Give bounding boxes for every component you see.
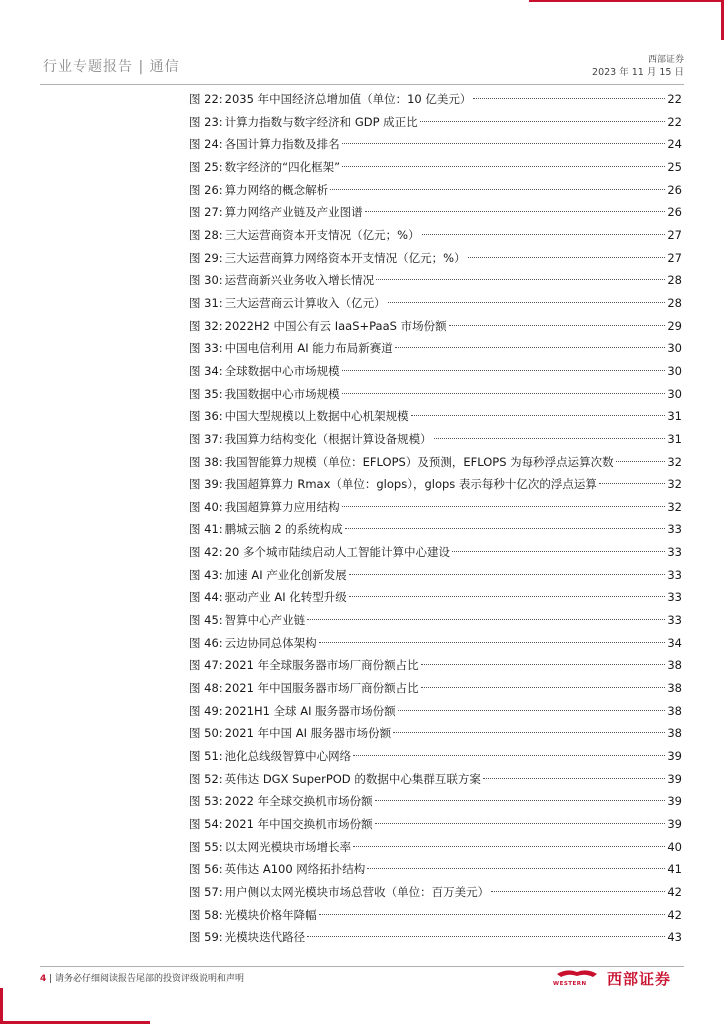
toc-entry[interactable] [189, 201, 682, 224]
toc-entry[interactable] [189, 654, 682, 677]
figure-label: 图 30: [189, 273, 223, 288]
figure-label: 图 49: [189, 703, 223, 718]
toc-entry[interactable] [189, 858, 682, 881]
dot-leader [468, 256, 666, 258]
dot-leader [307, 935, 665, 937]
figure-title: 驱动产业 AI 化转型升级 [224, 590, 347, 605]
figure-page-number: 32 [667, 454, 682, 469]
figure-page-number: 42 [667, 884, 682, 899]
figure-page-number: 30 [667, 386, 682, 401]
toc-entry[interactable] [189, 405, 682, 428]
header-brand: 西部证券 [647, 55, 684, 65]
toc-entry[interactable] [189, 179, 682, 202]
figure-label: 图 46: [189, 635, 223, 650]
figure-label: 图 36: [189, 409, 223, 424]
figure-page-number: 38 [667, 703, 682, 718]
figure-title: 我国数据中心市场规模 [224, 386, 340, 401]
toc-entry[interactable] [189, 360, 682, 383]
figure-title: 光模块迭代路径 [224, 930, 306, 945]
figure-label: 图 33: [189, 341, 223, 356]
toc-entry[interactable] [189, 224, 682, 247]
toc-entry[interactable] [189, 473, 682, 496]
toc-entry[interactable] [189, 518, 682, 541]
figure-label: 图 58: [189, 907, 223, 922]
figure-page-number: 33 [667, 590, 682, 605]
figure-page-number: 33 [667, 545, 682, 560]
figure-title: 数字经济的“四化框架” [224, 159, 341, 174]
western-logo-icon [553, 966, 601, 992]
figure-label: 图 34: [189, 363, 223, 378]
dot-leader [319, 641, 666, 643]
dot-leader [421, 686, 666, 688]
toc-entry[interactable] [189, 269, 682, 292]
figure-label: 图 40: [189, 499, 223, 514]
dot-leader [375, 822, 666, 824]
figure-label: 图 25: [189, 159, 223, 174]
toc-entry[interactable] [189, 247, 682, 270]
toc-entry[interactable] [189, 722, 682, 745]
figure-title: 2035 年中国经济总增加值（单位：10 亿美元） [224, 92, 472, 106]
dot-leader [349, 595, 666, 597]
figure-title: 2022H2 中国公有云 IaaS+PaaS 市场份额 [224, 318, 447, 333]
logo-company-name: 西部证券 [607, 970, 672, 988]
figure-page-number: 28 [667, 295, 682, 310]
dot-leader [422, 233, 666, 235]
figure-label: 图 44: [189, 590, 223, 605]
toc-entry[interactable] [189, 564, 682, 587]
toc-entry[interactable] [189, 383, 682, 406]
figure-label: 图 23: [189, 114, 223, 129]
figure-page-number: 43 [667, 930, 682, 945]
dot-leader [342, 369, 666, 371]
figure-page-number: 33 [667, 567, 682, 582]
figure-label: 图 55: [189, 839, 223, 854]
figure-label: 图 27: [189, 205, 223, 220]
figure-label: 图 59: [189, 930, 223, 945]
header-divider [40, 84, 684, 85]
toc-entry[interactable] [189, 292, 682, 315]
corner-accent-bottom-vertical [0, 988, 3, 1024]
dot-leader [376, 278, 665, 280]
figure-label: 图 35: [189, 386, 223, 401]
dot-leader [491, 890, 665, 892]
figure-title: 加速 AI 产业化创新发展 [224, 567, 347, 582]
toc-entry[interactable] [189, 768, 682, 791]
dot-leader [342, 505, 666, 507]
figure-label: 图 39: [189, 477, 223, 492]
toc-entry[interactable] [189, 451, 682, 474]
dot-leader [483, 777, 666, 779]
figure-page-number: 26 [667, 182, 682, 197]
figure-title: 智算中心产业链 [224, 613, 306, 628]
dot-leader [365, 210, 666, 212]
dot-leader [449, 324, 666, 326]
figure-title: 2021 年中国交换机市场份额 [224, 817, 373, 831]
dot-leader [353, 845, 665, 847]
figure-label: 图 45: [189, 613, 223, 628]
dot-leader [411, 414, 666, 416]
page-number: 4 [40, 974, 47, 984]
figure-label: 图 26: [189, 182, 223, 197]
figure-title: 鹏城云脑 2 的系统构成 [224, 522, 343, 537]
figure-label: 图 38: [189, 454, 223, 469]
figure-label: 图 57: [189, 884, 223, 899]
company-logo [553, 966, 693, 992]
figure-page-number: 39 [667, 817, 682, 831]
figure-title: 我国超算算力 Rmax（单位：glops），glops 表示每秒十亿次的浮点运算 [224, 477, 597, 492]
dot-leader [395, 346, 666, 348]
toc-entry[interactable] [189, 632, 682, 655]
figure-page-number: 34 [667, 635, 682, 650]
figure-title: 全球数据中心市场规模 [224, 363, 340, 378]
figure-label: 图 47: [189, 658, 223, 673]
figure-label: 图 31: [189, 295, 223, 310]
dot-leader [388, 301, 666, 303]
figure-page-number: 39 [667, 749, 682, 764]
figure-page-number: 24 [667, 137, 682, 152]
figure-title: 算力网络产业链及产业图谱 [224, 205, 363, 220]
toc-entry[interactable] [189, 496, 682, 519]
figure-title: 三大运营商资本开支情况（亿元；%） [224, 227, 420, 242]
dot-leader [398, 709, 666, 711]
dot-leader [319, 913, 666, 915]
figure-title: 2021 年中国 AI 服务器市场份额 [224, 726, 392, 741]
toc-entry[interactable] [189, 428, 682, 451]
figure-title: 20 多个城市陆续启动人工智能计算中心建设 [224, 545, 450, 560]
toc-entry[interactable] [189, 813, 682, 836]
footer-separator: | [49, 974, 56, 984]
dot-leader [420, 120, 666, 122]
figure-page-number: 38 [667, 658, 682, 673]
figure-page-number: 30 [667, 363, 682, 378]
dot-leader [452, 550, 665, 552]
figure-title: 云边协同总体架构 [224, 635, 317, 650]
figure-page-number: 32 [667, 477, 682, 492]
figure-title: 英伟达 A100 网络拓扑结构 [224, 862, 366, 877]
figure-label: 图 52: [189, 771, 223, 786]
figure-page-number: 39 [667, 771, 682, 786]
report-category-title: 行业专题报告 | 通信 [43, 59, 180, 75]
disclaimer-text: 请务必仔细阅读报告尾部的投资评级说明和声明 [55, 974, 245, 984]
figure-label: 图 56: [189, 862, 223, 877]
dot-leader [330, 188, 665, 190]
figure-page-number: 39 [667, 794, 682, 809]
figure-page-number: 25 [667, 159, 682, 174]
figure-title: 2021H1 全球 AI 服务器市场份额 [224, 703, 396, 718]
toc-entry[interactable] [189, 156, 682, 179]
toc-entry[interactable] [189, 745, 682, 768]
corner-accent-top-horizontal [529, 0, 724, 2]
figure-label: 图 37: [189, 431, 223, 446]
report-date: 2023 年 11 月 15 日 [592, 67, 684, 78]
dot-leader [345, 527, 666, 529]
figure-title: 光模块价格年降幅 [224, 907, 317, 922]
dot-leader [421, 663, 666, 665]
toc-entry[interactable] [189, 790, 682, 813]
footer-disclaimer [40, 971, 244, 984]
figure-title: 我国算力结构变化（根据计算设备规模） [224, 431, 432, 446]
figure-page-number: 42 [667, 907, 682, 922]
dot-leader [473, 97, 665, 99]
figure-title: 三大运营商云计算收入（亿元） [224, 295, 386, 310]
dot-leader [367, 867, 665, 869]
figure-page-number: 38 [667, 681, 682, 696]
figure-table-of-contents [189, 88, 682, 949]
figure-page-number: 31 [667, 409, 682, 424]
figure-title: 我国超算算力应用结构 [224, 499, 340, 514]
dot-leader [616, 460, 666, 462]
figure-label: 图 42: [189, 545, 223, 560]
figure-label: 图 48: [189, 681, 223, 696]
figure-title: 中国大型规模以上数据中心机架规模 [224, 409, 409, 424]
figure-label: 图 28: [189, 227, 223, 242]
dot-leader [599, 482, 665, 484]
dot-leader [349, 573, 666, 575]
figure-page-number: 28 [667, 273, 682, 288]
toc-entry[interactable] [189, 904, 682, 927]
figure-page-number: 31 [667, 431, 682, 446]
figure-title: 计算力指数与数字经济和 GDP 成正比 [224, 114, 418, 129]
figure-label: 图 24: [189, 137, 223, 152]
figure-page-number: 22 [667, 92, 682, 106]
toc-entry[interactable] [189, 315, 682, 338]
figure-title: 三大运营商算力网络资本开支情况（亿元；%） [224, 250, 466, 265]
dot-leader [375, 799, 666, 801]
figure-page-number: 41 [667, 862, 682, 877]
toc-entry[interactable] [189, 88, 682, 111]
figure-label: 图 54: [189, 817, 223, 831]
dot-leader [353, 754, 665, 756]
figure-label: 图 22: [189, 92, 223, 106]
toc-entry[interactable] [189, 541, 682, 564]
figure-title: 英伟达 DGX SuperPOD 的数据中心集群互联方案 [224, 771, 481, 786]
figure-title: 运营商新兴业务收入增长情况 [224, 273, 375, 288]
figure-page-number: 27 [667, 227, 682, 242]
figure-page-number: 26 [667, 205, 682, 220]
figure-page-number: 30 [667, 341, 682, 356]
figure-title: 2022 年全球交换机市场份额 [224, 794, 373, 809]
figure-page-number: 27 [667, 250, 682, 265]
figure-page-number: 29 [667, 318, 682, 333]
figure-label: 图 50: [189, 726, 223, 741]
figure-label: 图 32: [189, 318, 223, 333]
figure-title: 我国智能算力规模（单位：EFLOPS）及预测，EFLOPS 为每秒浮点运算次数 [224, 454, 614, 469]
figure-title: 算力网络的概念解析 [224, 182, 329, 197]
figure-title: 用户侧以太网光模块市场总营收（单位：百万美元） [224, 884, 490, 899]
figure-label: 图 53: [189, 794, 223, 809]
figure-label: 图 41: [189, 522, 223, 537]
toc-entry[interactable] [189, 133, 682, 156]
toc-entry[interactable] [189, 836, 682, 859]
dot-leader [307, 618, 665, 620]
figure-title: 2021 年全球服务器市场厂商份额占比 [224, 658, 419, 673]
toc-entry[interactable] [189, 586, 682, 609]
dot-leader [342, 142, 666, 144]
figure-label: 图 51: [189, 749, 223, 764]
figure-page-number: 33 [667, 522, 682, 537]
dot-leader [434, 437, 666, 439]
figure-title: 以太网光模块市场增长率 [224, 839, 352, 854]
dot-leader [342, 165, 665, 167]
toc-entry[interactable] [189, 609, 682, 632]
logo-western-text: WESTERN [553, 981, 587, 987]
toc-entry[interactable] [189, 700, 682, 723]
figure-page-number: 38 [667, 726, 682, 741]
figure-label: 图 43: [189, 567, 223, 582]
dot-leader [393, 731, 665, 733]
dot-leader [342, 392, 666, 394]
figure-title: 中国电信利用 AI 能力布局新赛道 [224, 341, 393, 356]
toc-entry[interactable] [189, 881, 682, 904]
figure-title: 各国计算力指数及排名 [224, 137, 340, 152]
figure-title: 池化总线级智算中心网络 [224, 749, 352, 764]
toc-entry[interactable] [189, 337, 682, 360]
toc-entry[interactable] [189, 677, 682, 700]
figure-label: 图 29: [189, 250, 223, 265]
figure-page-number: 32 [667, 499, 682, 514]
figure-title: 2021 年中国服务器市场厂商份额占比 [224, 681, 419, 696]
figure-page-number: 22 [667, 114, 682, 129]
figure-page-number: 33 [667, 613, 682, 628]
figure-page-number: 40 [667, 839, 682, 854]
toc-entry[interactable] [189, 111, 682, 134]
toc-entry[interactable] [189, 926, 682, 949]
